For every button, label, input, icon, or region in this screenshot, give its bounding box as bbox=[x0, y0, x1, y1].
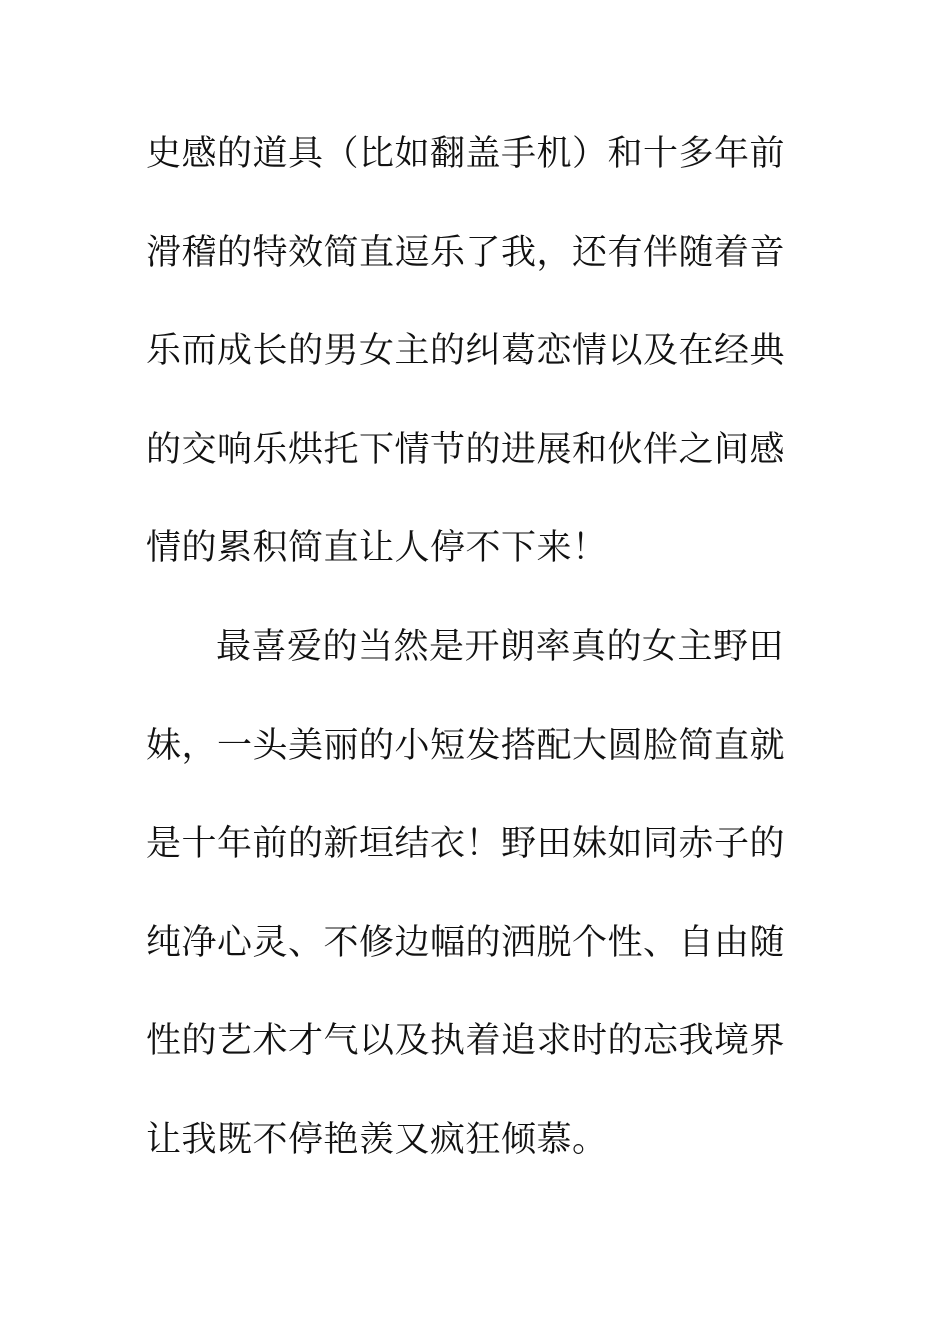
body-text bbox=[146, 124, 786, 1209]
text-line: 的交响乐烘托下情节的进展和伙伴之间感 bbox=[146, 429, 786, 470]
text-line: 滑稽的特效简直逗乐了我，还有伴随着音 bbox=[146, 232, 786, 273]
text-line: 让我既不停艳羡又疯狂倾慕。 bbox=[146, 1119, 608, 1160]
text-line: 性的艺术才气以及执着追求时的忘我境界 bbox=[146, 1021, 786, 1062]
text-line: 是十年前的新垣结衣！野田妹如同赤子的 bbox=[146, 824, 786, 865]
text-line: 妹，一头美丽的小短发搭配大圆脸简直就 bbox=[146, 725, 786, 766]
text-line: 纯净心灵、不修边幅的洒脱个性、自由随 bbox=[146, 922, 786, 963]
text-line: 史感的道具（比如翻盖手机）和十多年前 bbox=[146, 134, 786, 174]
text-line: 情的累积简直让人停不下来！ bbox=[146, 528, 608, 569]
text-line: 乐而成长的男女主的纠葛恋情以及在经典 bbox=[146, 331, 786, 372]
text-line-paragraph-start: 最喜爱的当然是开朗率真的女主野田 bbox=[216, 626, 785, 667]
